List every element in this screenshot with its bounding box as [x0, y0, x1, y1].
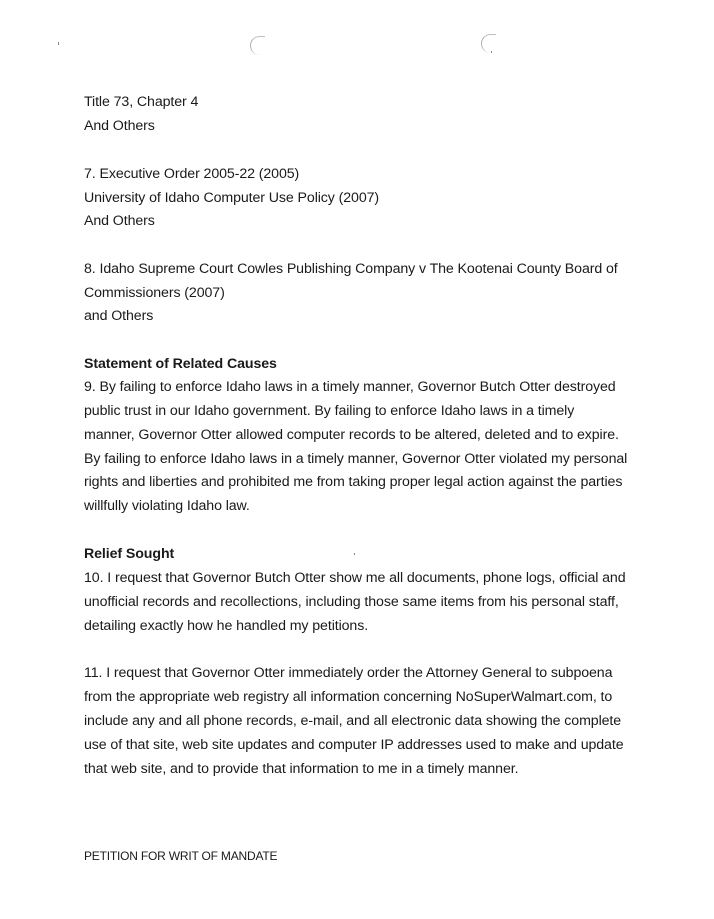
item-10-line-1: 10. I request that Governor Butch Otter show me all documents, phone logs, official and [84, 570, 626, 586]
item-11-line-4: use of that site, web site updates and computer IP addresses used to make and update [84, 737, 624, 753]
punch-hole-mark [481, 34, 496, 53]
item-8-line-1: 8. Idaho Supreme Court Cowles Publishing Company v The Kootenai County Board of [84, 261, 618, 277]
statute-reference: Title 73, Chapter 4 [84, 94, 199, 110]
item-11-line-1: 11. I request that Governor Otter immediately order the Attorney General to subpoena [84, 665, 613, 681]
item-11-line-2: from the appropriate web registry all information concerning NoSuperWalmart.com, to [84, 689, 613, 705]
item-8-line-3: and Others [84, 308, 154, 324]
item-10-line-3: detailing exactly how he handled my petitions. [84, 618, 369, 634]
scan-speck [58, 42, 59, 45]
punch-hole-mark [250, 36, 265, 55]
item-8-line-2: Commissioners (2007) [84, 285, 225, 301]
item-9-line-1: 9. By failing to enforce Idaho laws in a timely manner, Governor Butch Otter destroyed [84, 379, 616, 395]
page-footer-title: PETITION FOR WRIT OF MANDATE [84, 849, 278, 863]
item-9-line-5: rights and liberties and prohibited me from taking proper legal action against the parties [84, 474, 623, 490]
section-heading-related-causes: Statement of Related Causes [84, 356, 277, 372]
item-9-line-2: public trust in our Idaho government. By failing to enforce Idaho laws in a timely [84, 403, 575, 419]
item-9-line-4: By failing to enforce Idaho laws in a timely manner, Governor Otter violated my personal [84, 451, 628, 467]
section-heading-relief-sought: Relief Sought [84, 546, 175, 562]
item-11-line-3: include any and all phone records, e-mail, and all electronic data showing the complete [84, 713, 622, 729]
item-10-line-2: unofficial records and recollections, including those same items from his personal staff, [84, 594, 619, 610]
item-9-line-6: willfully violating Idaho law. [84, 498, 250, 514]
item-9-line-3: manner, Governor Otter allowed computer records to be altered, deleted and to expire. [84, 427, 619, 443]
statute-and-others: And Others [84, 118, 155, 134]
item-7-line-3: And Others [84, 213, 155, 229]
item-11-line-5: that web site, and to provide that information to me in a timely manner. [84, 761, 519, 777]
scan-speck [354, 553, 355, 555]
item-7-line-2: University of Idaho Computer Use Policy (2007) [84, 190, 380, 206]
item-7-line-1: 7. Executive Order 2005-22 (2005) [84, 166, 300, 182]
scan-speck [491, 51, 492, 53]
